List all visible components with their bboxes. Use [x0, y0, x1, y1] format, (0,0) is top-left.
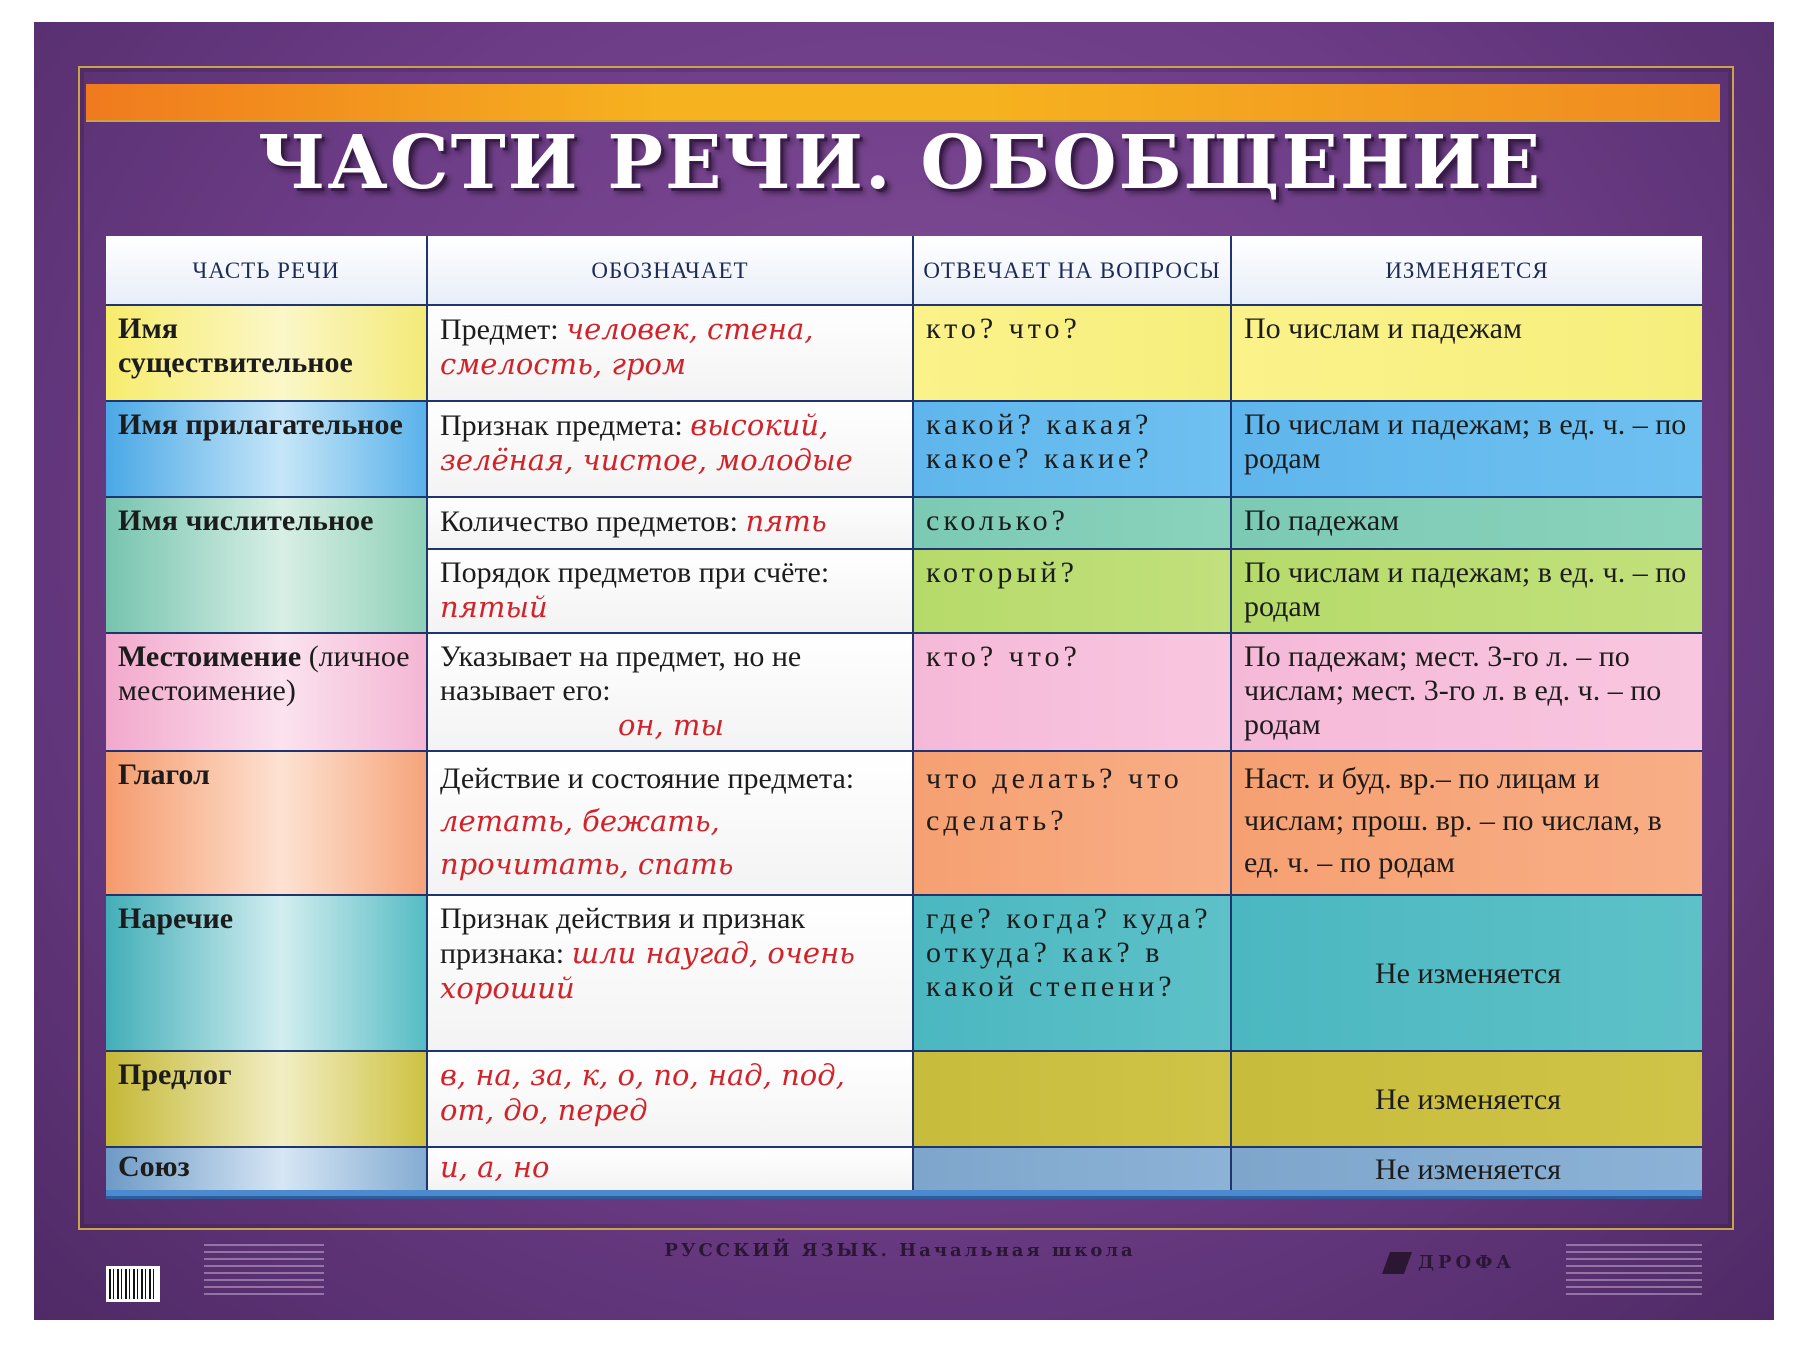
bird-logo-icon — [1382, 1252, 1412, 1274]
numeral-changes-quantity: По падежам — [1232, 498, 1702, 550]
numeral-examples-quantity: пять — [745, 504, 827, 538]
orange-header-bar — [86, 84, 1720, 122]
verb-means: Действие и состояние предмета: летать, бежать, прочитать, спать — [428, 752, 914, 896]
pronoun-means: Указывает на предмет, но не называет его: он, ты — [428, 634, 914, 752]
header-means: ОБОЗНАЧАЕТ — [428, 236, 914, 306]
adjective-examples: высокий, зелёная, чистое, молодые — [440, 408, 853, 477]
conjunction-changes: Не изменяется — [1232, 1148, 1702, 1190]
adjective-means: Признак предмета: высокий, зелёная, чистое, молодые — [428, 402, 914, 498]
preposition-name: Предлог — [106, 1052, 428, 1148]
publisher-logo: ДРОФА — [1386, 1252, 1546, 1292]
series-caption: РУССКИЙ ЯЗЫК. Начальная школа — [664, 1240, 1136, 1261]
verb-questions: что делать? что сделать? — [914, 752, 1232, 896]
pronoun-name: Местоимение (личное местоимение) — [106, 634, 428, 752]
barcode — [106, 1266, 160, 1302]
page-title: ЧАСТИ РЕЧИ. ОБОБЩЕНИЕ — [257, 120, 1543, 206]
conjunction-examples: и, а, но — [440, 1150, 550, 1184]
header-part-of-speech: ЧАСТЬ РЕЧИ — [106, 236, 428, 306]
verb-examples: летать, бежать, прочитать, спать — [440, 804, 734, 881]
noun-examples: человек, стена, смелость, гром — [440, 312, 814, 381]
numeral-means-quantity: Количество предметов: пять — [428, 498, 914, 550]
noun-changes: По числам и падежам — [1232, 306, 1702, 402]
preposition-questions — [914, 1052, 1232, 1148]
numeral-means-order: Порядок предметов при счёте: пятый — [428, 550, 914, 634]
imprint-fine-print-right — [1566, 1244, 1702, 1298]
verb-changes: Наст. и буд. вр.– по лицам и числам; прош. вр. – по числам, в ед. ч. – по родам — [1232, 752, 1702, 896]
header-answers-questions: ОТВЕЧАЕТ НА ВОПРОСЫ — [914, 236, 1232, 306]
conjunction-name: Союз — [106, 1148, 428, 1190]
noun-questions: кто? что? — [914, 306, 1232, 402]
adjective-name: Имя прилагательное — [106, 402, 428, 498]
pronoun-name-note: (личное местоимение) — [118, 640, 410, 707]
parts-of-speech-table — [106, 236, 1702, 1190]
noun-name: Имя существительное — [106, 306, 428, 402]
conjunction-questions — [914, 1148, 1232, 1190]
preposition-examples-cell — [428, 1052, 914, 1148]
numeral-name: Имя числительное — [106, 498, 428, 634]
adverb-changes: Не изменяется — [1232, 896, 1702, 1052]
noun-means: Предмет: человек, стена, смелость, гром — [428, 306, 914, 402]
verb-name: Глагол — [106, 752, 428, 896]
pronoun-questions: кто? что? — [914, 634, 1232, 752]
preposition-changes: Не изменяется — [1232, 1052, 1702, 1148]
numeral-changes-order: По числам и падежам; в ед. ч. – по родам — [1232, 550, 1702, 634]
adverb-means: Признак действия и признак признака: шли наугад, очень хороший — [428, 896, 914, 1052]
numeral-questions-order: который? — [914, 550, 1232, 634]
conjunction-examples-cell — [428, 1148, 914, 1190]
header-changes: ИЗМЕНЯЕТСЯ — [1232, 236, 1702, 306]
adverb-examples: шли наугад, очень хороший — [440, 936, 855, 1005]
adverb-name: Наречие — [106, 896, 428, 1052]
numeral-questions-quantity: сколько? — [914, 498, 1232, 550]
numeral-examples-order: пятый — [440, 590, 548, 624]
adjective-changes: По числам и падежам; в ед. ч. – по родам — [1232, 402, 1702, 498]
preposition-examples: в, на, за, к, о, по, над, под, от, до, перед — [440, 1058, 845, 1127]
pronoun-changes: По падежам; мест. 3-го л. – по числам; мест. 3-го л. в ед. ч. – по родам — [1232, 634, 1702, 752]
adverb-questions: где? когда? куда? откуда? как? в какой степени? — [914, 896, 1232, 1052]
adjective-questions: какой? какая? какое? какие? — [914, 402, 1232, 498]
pronoun-examples: он, ты — [617, 708, 725, 742]
